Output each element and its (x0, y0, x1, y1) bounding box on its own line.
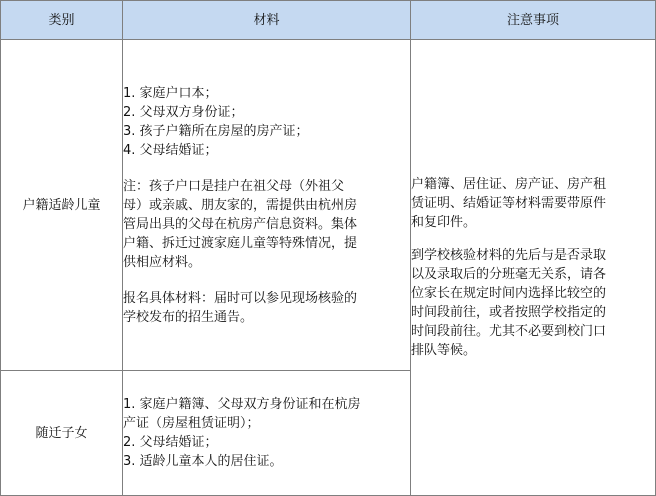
category-cell-local: 户籍适龄儿童 (1, 40, 123, 371)
materials-cell-local (123, 40, 411, 371)
materials-cell-migrant (123, 371, 411, 496)
note-line: 供相应材料。 (123, 254, 202, 270)
material-item: 4. 父母结婚证； (123, 142, 218, 158)
header-row (1, 1, 656, 40)
note-line: 母）或亲戚、朋友家的，需提供由杭州房 (123, 197, 358, 213)
attention-line: 时间段前往，或者按照学校指定的 (411, 305, 607, 320)
header-materials: 材料 (123, 1, 411, 40)
material-item: 2. 父母结婚证； (123, 435, 218, 450)
category-cell-migrant: 随迁子女 (1, 371, 123, 496)
header-attention: 注意事项 (411, 1, 656, 40)
material-item: 1. 家庭户籍簿、父母双方身份证和在杭房 (123, 397, 361, 412)
attention-cell (411, 40, 656, 496)
note-line: 户籍、拆迁过渡家庭儿童等特殊情况，提 (123, 235, 358, 251)
material-item: 2. 父母双方身份证； (123, 104, 244, 120)
table-row (1, 40, 656, 371)
material-item: 3. 孩子户籍所在房屋的房产证； (123, 123, 309, 139)
attention-line: 排队等候。 (411, 343, 477, 358)
attention-line: 赁证明、结婚证等材料需要带原件 (411, 196, 607, 211)
header-category: 类别 (1, 1, 123, 40)
detail-line: 报名具体材料：届时可以参见现场核验的 (123, 290, 358, 306)
attention-line: 位家长在规定时间内选择比较空的 (411, 286, 607, 301)
attention-line: 以及录取后的分班毫无关系，请各 (411, 267, 607, 282)
attention-line: 到学校核验材料的先后与是否录取 (411, 248, 607, 263)
material-item: 产证（房屋租赁证明）； (123, 416, 260, 431)
attention-line: 户籍簿、居住证、房产证、房产租 (411, 177, 607, 192)
attention-line: 时间段前往。尤其不必要到校门口 (411, 324, 607, 339)
material-item: 3. 适龄儿童本人的居住证。 (123, 454, 283, 469)
attention-line: 和复印件。 (411, 215, 477, 230)
detail-line: 学校发布的招生通告。 (123, 309, 254, 325)
material-item: 1. 家庭户口本； (123, 85, 218, 101)
note-line: 注：孩子户口是挂户在祖父母（外祖父 (123, 178, 345, 194)
note-line: 管局出具的父母在杭房产信息资料。集体 (123, 216, 358, 232)
